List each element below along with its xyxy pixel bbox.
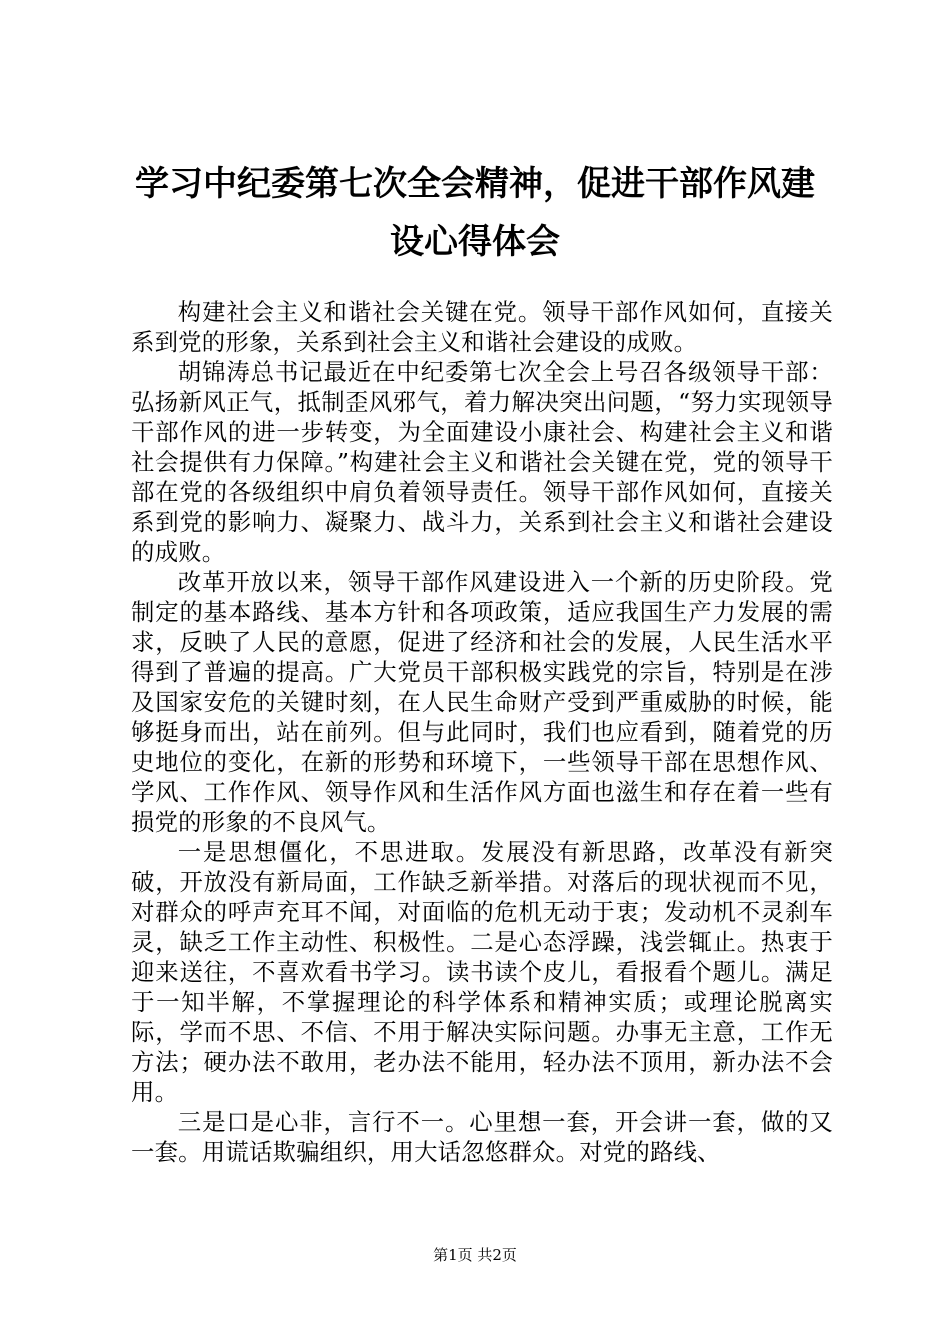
document-body bbox=[131, 297, 833, 1167]
paragraph-5: 三是口是心非，言行不一。心里想一套，开会讲一套，做的又一套。用谎话欺骗组织，用大话忽悠群众。对党的路线、 bbox=[131, 1108, 833, 1166]
paragraph-1: 构建社会主义和谐社会关键在党。领导干部作风如何，直接关系到党的形象，关系到社会主义和谐社会建设的成败。 bbox=[131, 298, 833, 356]
page-number-footer: 第1页 共2页 bbox=[433, 1246, 517, 1264]
paragraph-3: 改革开放以来，领导干部作风建设进入一个新的历史阶段。党制定的基本路线、基本方针和各项政策，适应我国生产力发展的需求，反映了人民的意愿，促进了经济和社会的发展，人民生活水平得到了普遍的提高。广大党员干部积极实践党的宗旨，特别是在涉及国家安危的关键时刻，在人民生命财产受到严重威胁的时候，能够挺身而出，站在前列。但与此同时，我们也应看到，随着党的历史地位的变化，在新的形势和环境下，一些领导干部在思想作风、学风、工作作风、领导作风和生活作风方面也滋生和存在着一些有损党的形象的不良风气。 bbox=[131, 568, 833, 836]
document-title-line-2: 设心得体会 bbox=[390, 222, 560, 262]
paragraph-4: 一是思想僵化，不思进取。发展没有新思路，改革没有新突破，开放没有新局面，工作缺乏新举措。对落后的现状视而不见，对群众的呼声充耳不闻，对面临的危机无动于衷；发动机不灵刹车灵，缺乏工作主动性、积极性。二是心态浮躁，浅尝辄止。热衷于迎来送往，不喜欢看书学习。读书读个皮儿，看报看个题儿。满足于一知半解，不掌握理论的科学体系和精神实质；或理论脱离实际，学而不思、不信、不用于解决实际问题。办事无主意，工作无方法；硬办法不敢用，老办法不能用，轻办法不顶用，新办法不会用。 bbox=[131, 838, 833, 1106]
document-title-line-1: 学习中纪委第七次全会精神，促进干部作风建 bbox=[135, 164, 815, 204]
paragraph-2: 胡锦涛总书记最近在中纪委第七次全会上号召各级领导干部：弘扬新风正气，抵制歪风邪气，着力解决突出问题，“努力实现领导干部作风的进一步转变，为全面建设小康社会、构建社会主义和谐社会提供有力保障。”构建社会主义和谐社会关键在党，党的领导干部在党的各级组织中肩负着领导责任。领导干部作风如何，直接关系到党的影响力、凝聚力、战斗力，关系到社会主义和谐社会建设的成败。 bbox=[131, 358, 833, 566]
